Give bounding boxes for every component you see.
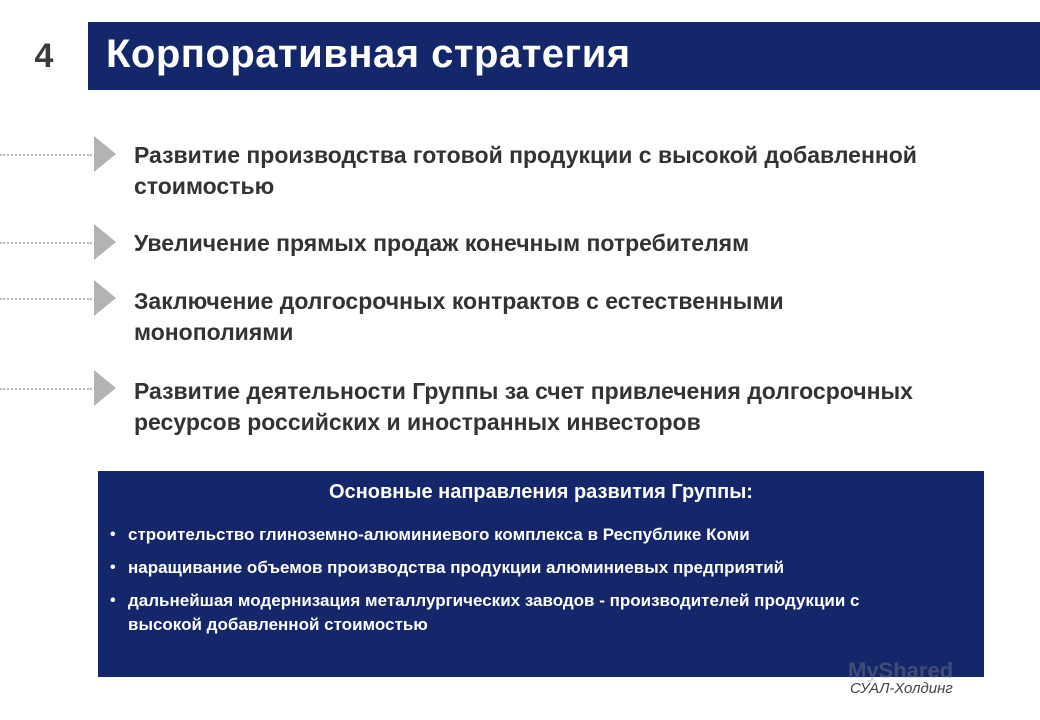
strategy-item-text: Развитие производства готовой продукции с высокой добавленной стоимостью	[134, 142, 917, 199]
chevron-right-icon	[94, 280, 116, 316]
chevron-right-icon	[94, 136, 116, 172]
dotted-leader	[0, 242, 92, 244]
bullet-icon: •	[110, 526, 116, 543]
direction-text: дальнейшая модернизация металлургических заводов - производителей продукции с высокой добавленной стоимостью	[128, 591, 860, 634]
direction-text: строительство глиноземно-алюминиевого комплекса в Республике Коми	[128, 525, 750, 544]
dotted-leader	[0, 298, 92, 300]
strategy-item-text: Развитие деятельности Группы за счет привлечения долгосрочных ресурсов российских и иностранных инвесторов	[134, 378, 913, 435]
chevron-right-icon	[94, 224, 116, 260]
slide-number: 4	[34, 36, 54, 75]
slide-title: Корпоративная стратегия	[106, 32, 631, 76]
dotted-leader	[0, 388, 92, 390]
strategy-item-text: Заключение долгосрочных контрактов с естественными монополиями	[134, 288, 784, 345]
dotted-leader	[0, 154, 92, 156]
bullet-icon: •	[110, 559, 116, 576]
footer-company: СУАЛ-Холдинг	[850, 680, 953, 697]
direction-text: наращивание объемов производства продукции алюминиевых предприятий	[128, 558, 785, 577]
header-band	[88, 22, 1040, 90]
directions-box	[98, 471, 984, 677]
chevron-right-icon	[94, 370, 116, 406]
directions-title: Основные направления развития Группы:	[329, 481, 753, 503]
strategy-item-text: Увеличение прямых продаж конечным потребителям	[134, 230, 750, 256]
bullet-icon: •	[110, 592, 116, 609]
watermark: MyShared	[848, 658, 954, 683]
